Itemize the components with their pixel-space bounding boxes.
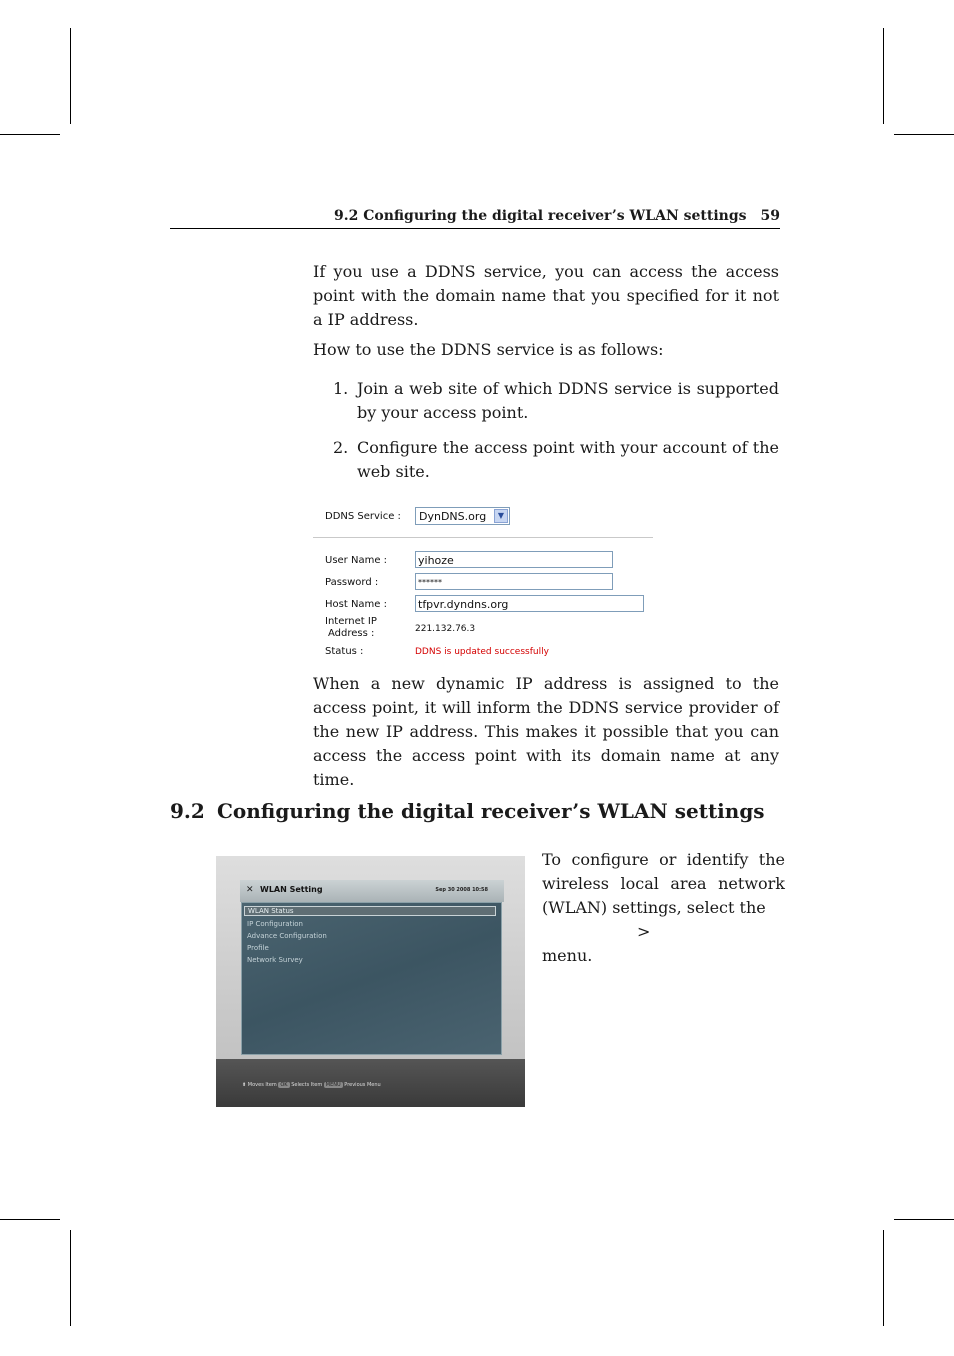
tv-menu-panel — [241, 902, 502, 1055]
tv-menu-item-advance-configuration[interactable]: Advance Configuration — [247, 932, 327, 940]
divider — [313, 537, 653, 538]
section-heading — [170, 799, 780, 823]
crop-mark — [894, 134, 954, 135]
tv-menu-item-network-survey[interactable]: Network Survey — [247, 956, 303, 964]
moves-item-hint: Moves Item — [247, 1082, 277, 1088]
paragraph-how-to: How to use the DDNS service is as follows: — [313, 340, 664, 359]
tv-date: Sep 30 2008 10:58 — [435, 887, 488, 893]
steps-list — [333, 377, 779, 495]
selects-item-hint: Selects Item — [291, 1082, 323, 1088]
running-header — [170, 208, 780, 229]
host-name-input[interactable]: tfpvr.dyndns.org — [415, 595, 644, 612]
crop-mark — [70, 28, 71, 124]
internet-ip-row — [325, 616, 377, 640]
tv-menu-item-wlan-status[interactable]: WLAN Status — [244, 906, 496, 916]
ok-key-icon: OK — [280, 1082, 288, 1088]
wlan-intro-text: To configure or identify the wireless local area network (WLAN) settings, select the — [542, 850, 785, 917]
crop-mark — [0, 134, 60, 135]
wlan-setting-screenshot — [216, 856, 525, 1107]
internet-ip-value: 221.132.76.3 — [415, 624, 476, 634]
menu-key-icon: MENU — [325, 1082, 341, 1088]
tv-header — [240, 880, 504, 902]
section-number: 9.2 — [170, 799, 205, 823]
step-number: 2. — [333, 438, 349, 457]
ddns-service-select[interactable] — [415, 507, 510, 525]
user-name-label: User Name : — [325, 555, 388, 566]
previous-menu-hint: Previous Menu — [344, 1082, 381, 1088]
wlan-intro-menu-word: menu. — [542, 946, 593, 965]
list-item — [333, 377, 779, 425]
tv-footer — [216, 1059, 525, 1107]
section-title: Configuring the digital receiver’s WLAN settings — [217, 799, 765, 823]
menu-separator: > — [637, 922, 651, 941]
ddns-service-value: DynDNS.org — [419, 510, 487, 523]
tv-footer-hints — [242, 1082, 381, 1088]
tv-menu-item-profile[interactable]: Profile — [247, 944, 269, 952]
list-item — [333, 436, 779, 484]
ddns-service-label: DDNS Service : — [325, 511, 401, 522]
step-text: Configure the access point with your account of the web site. — [357, 438, 779, 481]
user-name-input[interactable]: yihoze — [415, 551, 613, 568]
running-header-title: 9.2 Configuring the digital receiver’s WLAN settings — [333, 208, 747, 224]
crop-mark — [883, 1230, 884, 1326]
tv-menu-item-ip-configuration[interactable]: IP Configuration — [247, 920, 303, 928]
chevron-down-icon[interactable]: ▼ — [494, 509, 508, 523]
password-input[interactable]: ****** — [415, 573, 613, 590]
status-value: DDNS is updated successfully — [415, 647, 549, 657]
ddns-settings-figure — [313, 500, 653, 665]
crop-mark — [70, 1230, 71, 1326]
crop-mark — [894, 1219, 954, 1220]
host-name-label: Host Name : — [325, 599, 387, 610]
page-number: 59 — [760, 208, 780, 224]
satellite-dish-icon: ✕ — [246, 885, 254, 895]
crop-mark — [0, 1219, 60, 1220]
tv-title: WLAN Setting — [260, 885, 323, 894]
paragraph-wlan-intro — [542, 848, 785, 968]
password-label: Password : — [325, 577, 379, 588]
crop-mark — [883, 28, 884, 124]
step-text: Join a web site of which DDNS service is supported by your access point. — [357, 379, 779, 422]
internet-ip-label: Internet IP — [325, 616, 377, 627]
step-number: 1. — [333, 379, 349, 398]
paragraph-dynamic-ip: When a new dynamic IP address is assigned to the access point, it will inform the DDNS service provider of the new IP address. This makes it possible that you can access the access point with its domain name at any time. — [313, 674, 779, 789]
status-label: Status : — [325, 646, 364, 657]
paragraph-ddns-intro: If you use a DDNS service, you can access the access point with the domain name that you specified for it not a IP address. — [313, 262, 779, 329]
up-down-arrows-icon: ⬍ — [242, 1082, 247, 1088]
internet-ip-label-2: Address : — [328, 628, 375, 639]
